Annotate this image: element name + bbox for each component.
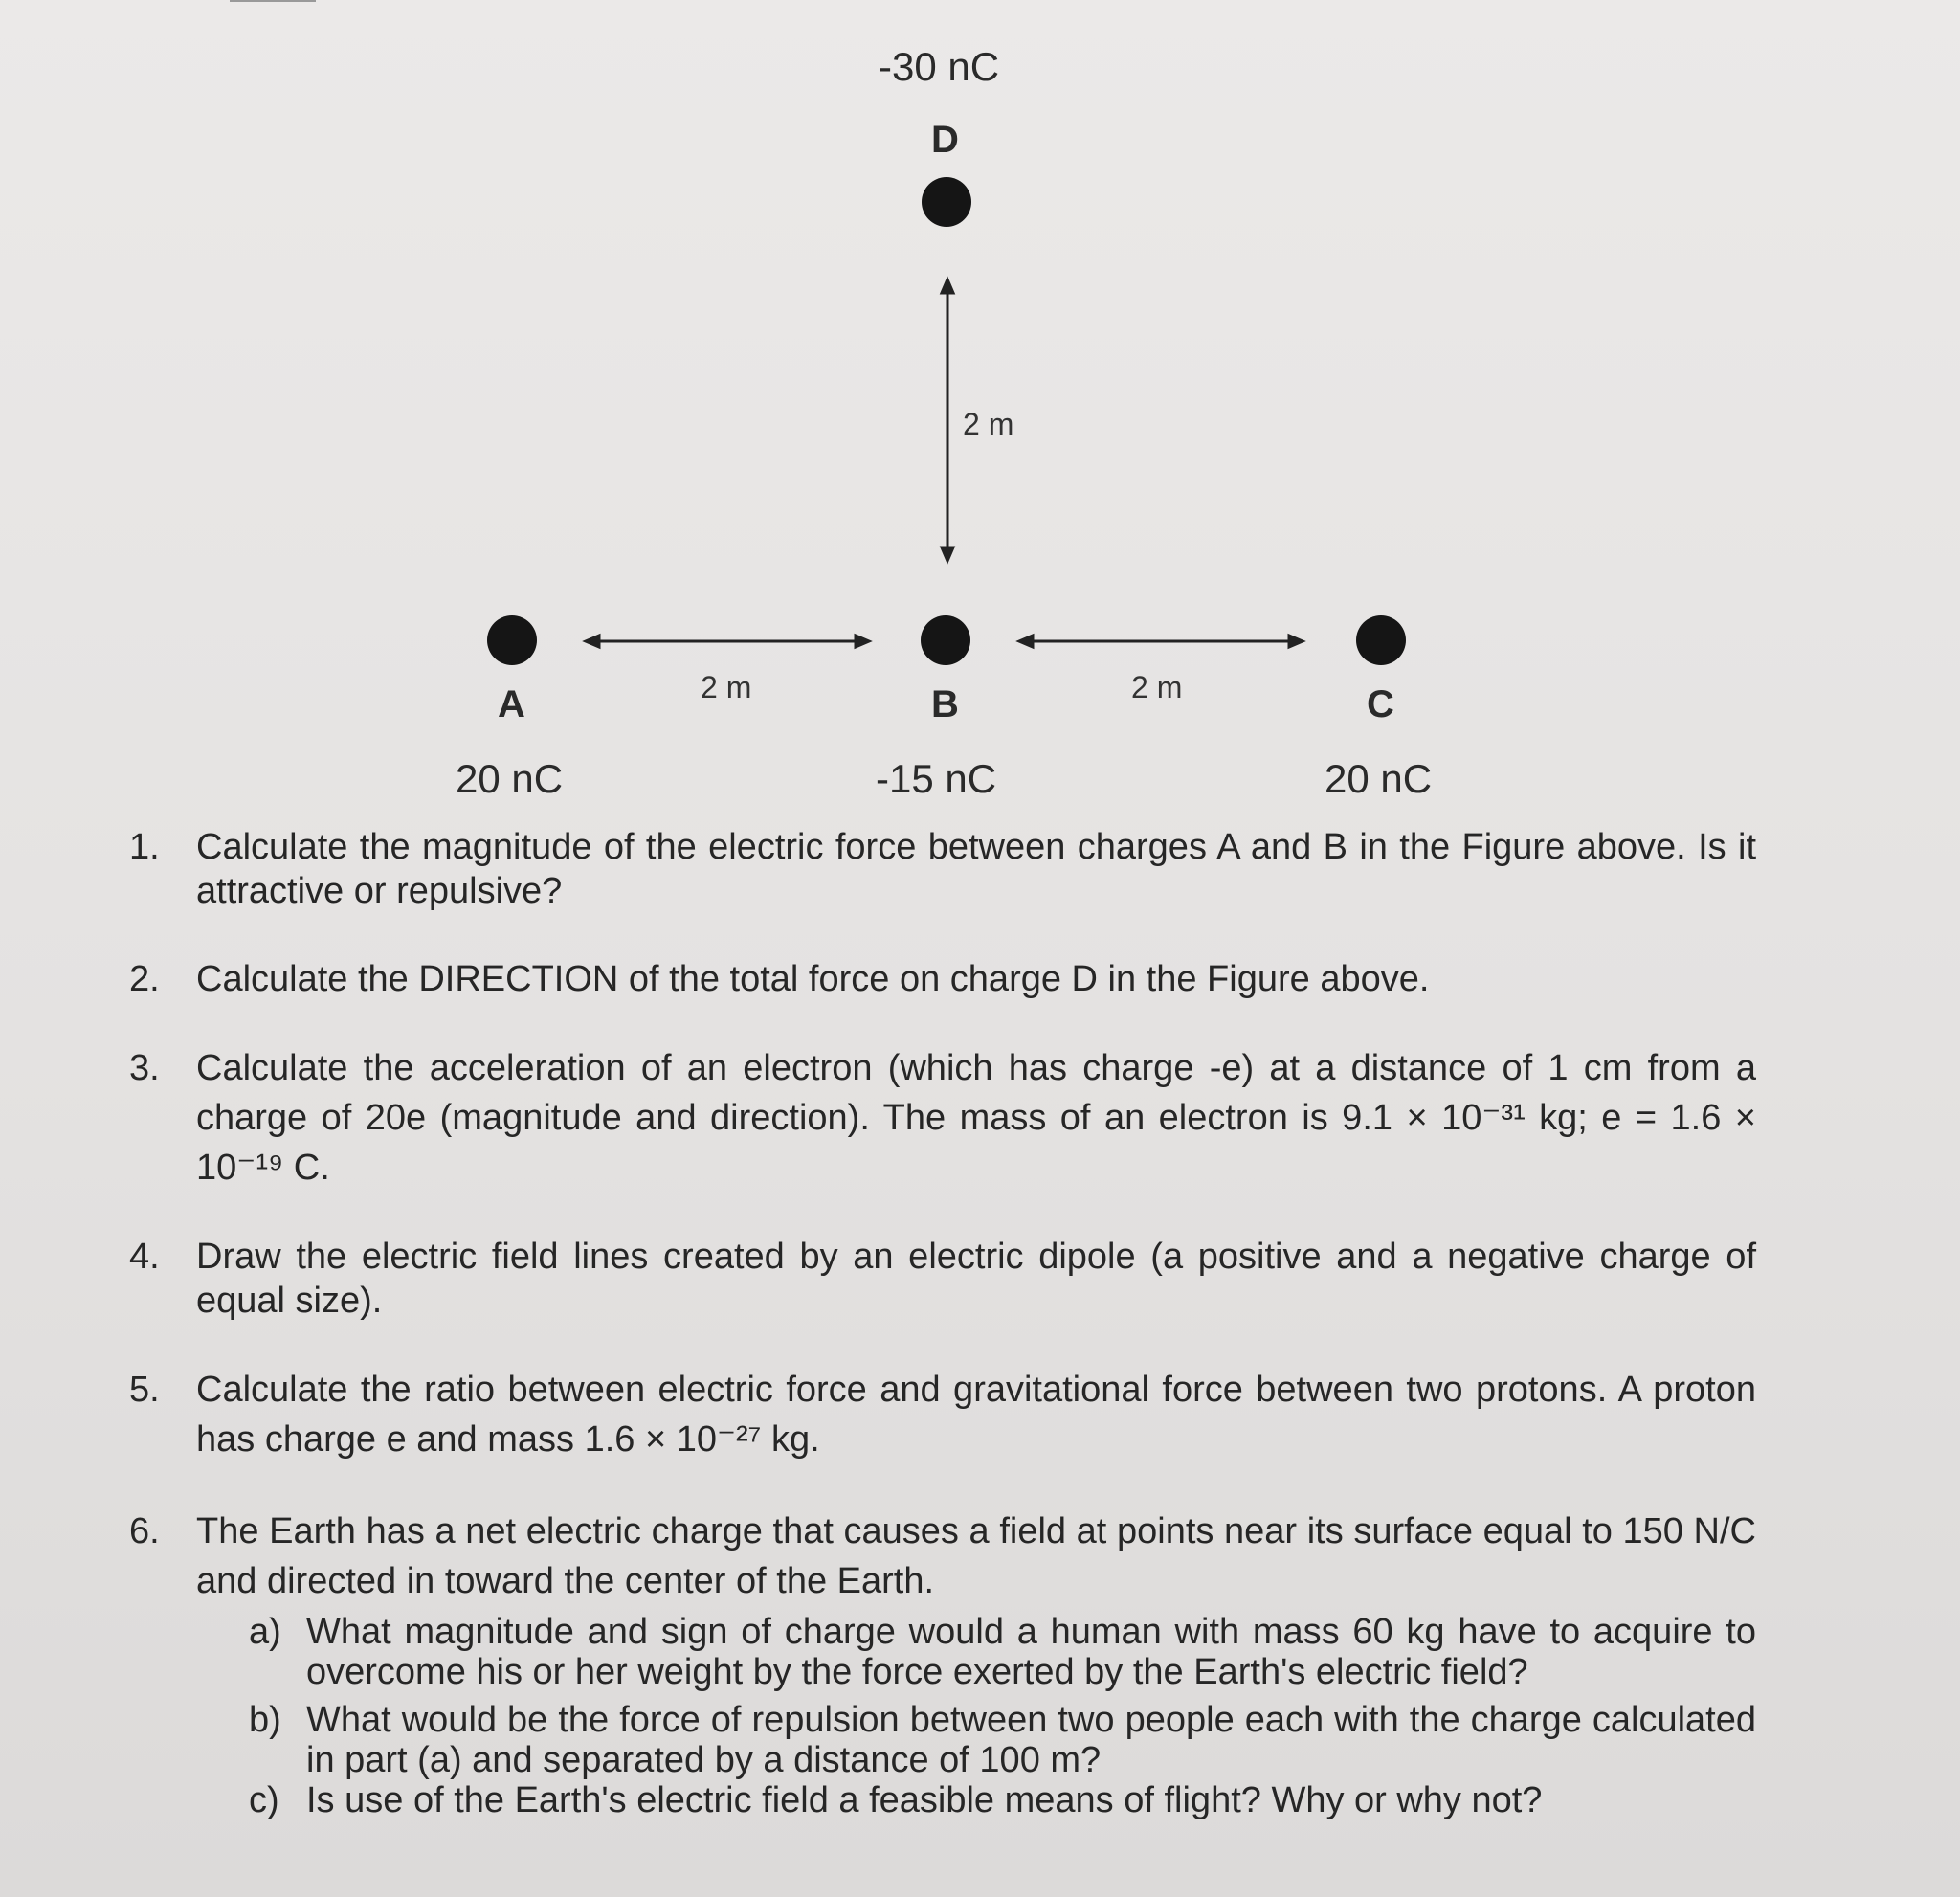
question-1 [129, 825, 1756, 913]
charge-a-dot [487, 615, 537, 665]
distance-ab-label: 2 m [701, 670, 752, 704]
question-6 [129, 1506, 1756, 1606]
arrow-bd-head-down [942, 547, 953, 561]
subquestion-label: a) [249, 1612, 281, 1652]
subquestion-c [249, 1780, 1756, 1820]
subquestion-a [249, 1612, 1756, 1692]
charge-b-dot [921, 615, 970, 665]
question-number: 5. [129, 1370, 160, 1410]
question-number: 4. [129, 1237, 160, 1277]
charge-c-label: C [1367, 683, 1394, 725]
question-text: Draw the electric field lines created by an electric dipole (a positive and a negative charge of equal size). [196, 1237, 1756, 1321]
question-text: Calculate the acceleration of an electron (which has charge -e) at a distance of 1 cm from a charge of 20e (magnitude and direction). The mass of an electron is 9.1 × 10⁻³¹ kg; e = 1.6 × 10⁻¹⁹ C. [196, 1048, 1756, 1188]
charge-d-value: -30 nC [879, 44, 1000, 89]
distance-bd-label: 2 m [963, 407, 1014, 441]
arrow-ab-head-left [586, 636, 599, 647]
arrow-bc-head-right [1289, 636, 1303, 647]
subquestion-text: What magnitude and sign of charge would a human with mass 60 kg have to acquire to overcome his or her weight by the force exerted by the Earth's electric field? [306, 1612, 1756, 1692]
subquestion-text: What would be the force of repulsion between two people each with the charge calculated in part (a) and separated by a distance of 100 m? [306, 1700, 1756, 1780]
subquestion-label: c) [249, 1780, 279, 1820]
question-4 [129, 1235, 1756, 1323]
distance-bc-label: 2 m [1131, 670, 1183, 704]
question-number: 1. [129, 827, 160, 867]
question-number: 3. [129, 1048, 160, 1088]
charge-c-dot [1356, 615, 1406, 665]
question-3 [129, 1043, 1756, 1193]
question-list [129, 825, 1756, 1820]
charge-figure [0, 0, 1960, 823]
subquestion-text: Is use of the Earth's electric field a feasible means of flight? Why or why not? [306, 1780, 1543, 1820]
charge-d-label: D [931, 119, 959, 161]
arrow-bd-head-up [942, 279, 953, 293]
subquestion-b [249, 1700, 1756, 1780]
charge-b-value: -15 nC [876, 756, 997, 801]
charge-c-value: 20 nC [1325, 756, 1433, 801]
subquestion-label: b) [249, 1700, 281, 1740]
question-text: Calculate the DIRECTION of the total force on charge D in the Figure above. [196, 959, 1430, 999]
question-number: 6. [129, 1511, 160, 1551]
question-text: The Earth has a net electric charge that causes a field at points near its surface equal to 150 N/C and directed in toward the center of the Earth. [196, 1511, 1756, 1601]
question-number: 2. [129, 959, 160, 999]
question-2 [129, 957, 1756, 1001]
charge-a-value: 20 nC [456, 756, 564, 801]
charge-b-label: B [931, 683, 959, 725]
question-text: Calculate the ratio between electric force and gravitational force between two protons. A proton has charge e and mass 1.6 × 10⁻²⁷ kg. [196, 1370, 1756, 1460]
charge-a-label: A [498, 683, 525, 725]
arrow-bc-head-left [1019, 636, 1033, 647]
question-text: Calculate the magnitude of the electric force between charges A and B in the Figure above. Is it attractive or repulsive? [196, 827, 1756, 911]
question-5 [129, 1365, 1756, 1464]
arrow-ab-head-right [856, 636, 869, 647]
